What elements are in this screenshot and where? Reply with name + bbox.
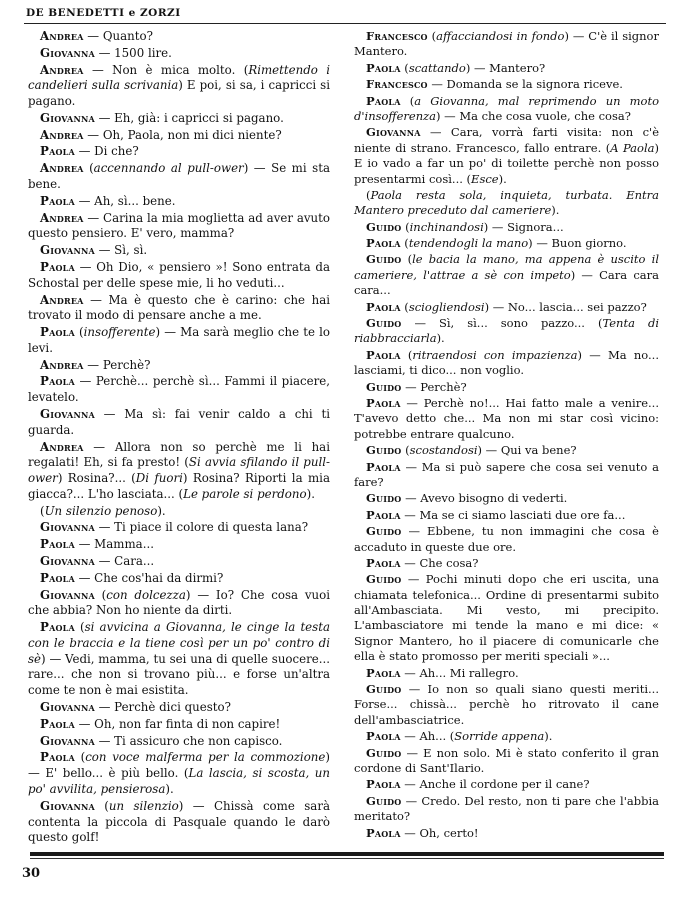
dialogue-text: — Eh, già: i capricci si pagano.	[94, 110, 284, 125]
dialogue-line	[28, 325, 330, 357]
dialogue-text: (	[400, 93, 415, 108]
dialogue-line	[28, 620, 330, 699]
speaker-name: Francesco	[366, 29, 428, 43]
dialogue-text: — Quanto?	[83, 29, 153, 43]
dialogue-line	[28, 46, 330, 62]
dialogue-text: — Ma sì: fai venir caldo a chi ti guarda.	[28, 406, 330, 437]
speaker-name: Paola	[366, 93, 401, 108]
dialogue-text: — Ma è questo che è carino: che hai trovato il modo di pensare anche a me.	[28, 292, 330, 323]
dialogue-text: (	[400, 299, 409, 314]
stage-direction: le bacia la mano, ma appena è uscito il cameriere, l'attrae a sè con impeto	[354, 252, 659, 282]
speaker-name: Paola	[40, 144, 75, 159]
dialogue-text: ).	[306, 486, 315, 501]
dialogue-text: — Oh, Paola, non mi dici niente?	[83, 127, 282, 142]
dialogue-text: ) — Buon giorno.	[528, 236, 627, 251]
speaker-name: Guido	[366, 219, 402, 234]
dialogue-text: (	[401, 443, 410, 458]
speaker-name: Andrea	[40, 62, 84, 77]
dialogue-line	[354, 316, 659, 347]
dialogue-text: (	[94, 798, 109, 813]
dialogue-text: ).	[544, 729, 553, 744]
speaker-name: Guido	[366, 793, 402, 808]
dialogue-text: — Carina la mia moglietta ad aver avuto questo pensiero. E' vero, mamma?	[28, 210, 330, 241]
dialogue-line	[354, 29, 659, 60]
dialogue-text: (	[400, 236, 409, 251]
dialogue-text: ) — Se mi sta bene.	[28, 161, 330, 192]
right-column	[354, 29, 659, 842]
dialogue-text: ) — Ma sarà meglio che te lo levi.	[28, 325, 330, 355]
dialogue-line	[28, 161, 330, 193]
dialogue-text: — Ah, sì... bene.	[74, 193, 176, 208]
dialogue-line	[28, 374, 330, 406]
dialogue-line	[28, 407, 330, 439]
dialogue-text: — Perchè?	[83, 357, 151, 372]
speaker-name: Paola	[40, 193, 75, 208]
dialogue-line	[354, 77, 659, 92]
speaker-name: Paola	[40, 325, 75, 340]
speaker-name: Andrea	[40, 29, 84, 43]
dialogue-text: ) — Signora...	[483, 219, 564, 234]
dialogue-text: — Io non so quali siano questi meriti... Forse... chissà... perchè ho ritrovato il cane dell'ambasciatrice.	[354, 682, 659, 727]
dialogue-line	[28, 554, 330, 570]
speaker-name: Giovanna	[40, 243, 95, 258]
dialogue-text: — Che cos'hai da dirmi?	[74, 570, 224, 585]
dialogue-text: — Perchè no!... Hai fatto male a venire... T'avevo detto che... Ma non mi star così vicino: potrebbe entrare qualcuno.	[354, 395, 659, 441]
dialogue-line	[28, 128, 330, 144]
dialogue-text: (	[401, 252, 413, 267]
speaker-name: Paola	[366, 60, 401, 75]
dialogue-line	[28, 520, 330, 536]
dialogue-text: ) Rosina?... (	[57, 471, 136, 486]
dialogue-text: — Non è mica molto. (	[83, 62, 249, 77]
speaker-name: Paola	[40, 570, 75, 585]
dialogue-text: ) — Ma che cosa vuole, che cosa?	[436, 108, 631, 123]
dialogue-text: — Ti assicuro che non capisco.	[94, 733, 283, 748]
dialogue-text: ).	[551, 203, 560, 218]
dialogue-text: — Sì, sì... sono pazzo... (	[401, 316, 603, 331]
dialogue-text: — Oh, non far finta di non capire!	[74, 716, 281, 731]
speaker-name: Paola	[40, 259, 75, 274]
speaker-name: Paola	[366, 299, 401, 314]
stage-direction: affacciandosi in fondo	[436, 29, 565, 43]
dialogue-text: — Ma se ci siamo lasciati due ore fa...	[400, 507, 626, 522]
stage-direction: Sorride appena	[454, 729, 545, 744]
dialogue-text: — Ebbene, tu non immagini che cosa è accaduto in queste due ore.	[354, 524, 659, 554]
speaker-name: Paola	[366, 777, 401, 792]
speaker-name: Paola	[366, 347, 401, 362]
dialogue-text: — Oh Dio, « pensiero »! Sono entrata da Schostal per delle spese mie, li ho veduti...	[28, 259, 330, 290]
dialogue-text: ) E poi, si sa, i capricci si pagano.	[28, 78, 330, 109]
stage-direction: ritraendosi con impazienza	[412, 347, 578, 362]
stage-direction: Le parole si perdono	[183, 486, 307, 501]
dialogue-line	[28, 63, 330, 110]
dialogue-line	[28, 358, 330, 374]
dialogue-line	[354, 300, 659, 315]
stage-direction: con dolcezza	[106, 587, 186, 602]
dialogue-line	[354, 524, 659, 555]
speaker-name: Giovanna	[40, 798, 95, 813]
dialogue-text: — Pochi minuti dopo che eri uscita, una chiamata telefonica... Ordine di presentarmi subito all'Ambasciata. Mi vesto, mi precipito. L'ambasciatore mi tende la mano e mi dice: « Signor Mantero, ho il piacere di comunicarle che ella è stato promosso per meriti speciali »...	[354, 572, 659, 664]
dialogue-text: (	[427, 29, 437, 43]
dialogue-text: ) — Ma no... lasciami, ti dico... non voglio.	[354, 347, 659, 378]
speaker-name: Giovanna	[40, 700, 95, 715]
stage-direction: si avvicina a Giovanna, le cinge la testa con le braccia e la tiene così per un po' contro di sè	[28, 620, 330, 666]
dialogue-line	[354, 252, 659, 298]
dialogue-line	[28, 211, 330, 243]
speaker-name: Paola	[40, 374, 75, 389]
speaker-name: Guido	[366, 252, 402, 267]
dialogue-line	[354, 396, 659, 442]
speaker-name: Andrea	[40, 127, 84, 142]
dialogue-line	[28, 440, 330, 503]
speaker-name: Guido	[366, 491, 402, 506]
stage-direction: Tenta di riabbracciarla	[354, 316, 659, 346]
dialogue-text: ) — Chissà come sarà contenta la piccola di Pasquale quando le darò questo golf!	[28, 798, 331, 845]
dialogue-line	[354, 794, 659, 825]
dialogue-line	[354, 61, 659, 76]
left-column	[28, 29, 330, 847]
speaker-name: Guido	[366, 443, 402, 458]
dialogue-text: — Domanda se la signora riceve.	[427, 77, 623, 92]
speaker-name: Giovanna	[40, 554, 95, 568]
dialogue-line	[354, 746, 659, 777]
header-rule	[24, 23, 666, 24]
dialogue-line	[28, 144, 330, 160]
dialogue-line	[28, 194, 330, 210]
dialogue-text: ) E io vado a far un po' di toilette perchè non posso presentarmi così... (	[354, 140, 659, 186]
dialogue-text: ) — Vedi, mamma, tu sei una di quelle suocere... rare... che non si trovano più... e forse un'altra come te non è mai esistita.	[28, 651, 330, 698]
dialogue-text: — Anche il cordone per il cane?	[400, 777, 590, 792]
dialogue-line	[354, 491, 659, 506]
speaker-name: Paola	[366, 555, 401, 570]
stage-direction: a Giovanna, mal reprimendo un moto d'insofferenza	[354, 93, 659, 123]
speaker-name: Guido	[366, 745, 402, 760]
dialogue-text: — Di che?	[74, 144, 139, 159]
dialogue-line	[354, 236, 659, 251]
speaker-name: Guido	[366, 316, 402, 331]
dialogue-text: — Ah... (	[400, 729, 455, 744]
dialogue-text: ) — Cara cara cara...	[354, 267, 659, 298]
dialogue-line	[28, 111, 330, 127]
speaker-name: Giovanna	[40, 110, 95, 125]
dialogue-text: — E non solo. Mi è stato conferito il gran cordone di Sant'Ilario.	[354, 745, 659, 775]
dialogue-text: — Che cosa?	[400, 555, 479, 570]
stage-direction: La lascia, si scosta, un po' avvilita, pensierosa	[28, 766, 330, 796]
stage-direction: A Paola	[610, 140, 655, 155]
stage-direction: scostandosi	[409, 443, 478, 458]
speaker-name: Giovanna	[40, 406, 95, 421]
dialogue-text: — Avevo bisogno di vederti.	[401, 491, 568, 506]
dialogue-line	[28, 243, 330, 259]
speaker-name: Andrea	[40, 357, 84, 372]
dialogue-text: ).	[498, 171, 507, 186]
dialogue-text: — Perchè dici questo?	[94, 700, 231, 715]
dialogue-text: — Credo. Del resto, non ti pare che l'abbia meritato?	[354, 793, 659, 824]
dialogue-line	[354, 460, 659, 491]
dialogue-line	[354, 125, 659, 187]
speaker-name: Andrea	[40, 161, 84, 176]
dialogue-line	[28, 799, 330, 846]
dialogue-line	[28, 588, 330, 620]
footer-rule-thick	[30, 852, 664, 856]
dialogue-line	[354, 188, 659, 219]
stage-direction: Rimettendo i candelieri sulla scrivania	[28, 62, 331, 93]
dialogue-line	[354, 666, 659, 681]
stage-direction: tendendogli la mano	[408, 236, 529, 251]
dialogue-line	[28, 293, 330, 325]
dialogue-text: ) — Io? Che cosa vuoi che abbia? Non ho niente da dirti.	[28, 587, 330, 618]
dialogue-text: ) — E' bello... è più bello. (	[28, 750, 330, 781]
footer-rule-thin	[30, 858, 664, 859]
stage-direction: Paola resta sola, inquieta, turbata. Entra Mantero preceduto dal cameriere	[354, 187, 659, 218]
speaker-name: Paola	[366, 665, 401, 680]
speaker-name: Guido	[366, 572, 402, 587]
speaker-name: Giovanna	[40, 520, 95, 535]
stage-direction: scattando	[408, 60, 466, 75]
dialogue-line	[28, 750, 330, 797]
dialogue-line	[354, 94, 659, 125]
speaker-name: Paola	[366, 236, 401, 251]
dialogue-line	[354, 443, 659, 458]
dialogue-text: (	[400, 60, 409, 75]
dialogue-text: — 1500 lire.	[94, 45, 172, 60]
running-title: DE BENEDETTI e ZORZI	[26, 7, 181, 19]
dialogue-text: (	[401, 219, 410, 234]
dialogue-text: — Allora non so perchè me li hai regalati! Eh, si fa presto! (	[28, 439, 330, 470]
speaker-name: Paola	[40, 716, 75, 731]
dialogue-line	[28, 717, 330, 733]
dialogue-text: ).	[157, 503, 166, 518]
dialogue-line	[354, 826, 659, 841]
dialogue-line	[28, 260, 330, 292]
dialogue-line	[28, 571, 330, 587]
dialogue-text: (	[74, 325, 84, 340]
dialogue-text: — Cara...	[94, 554, 155, 568]
dialogue-text: — Ma si può sapere che cosa sei venuto a fare?	[354, 459, 659, 489]
dialogue-line	[354, 572, 659, 664]
dialogue-line	[28, 29, 330, 45]
speaker-name: Paola	[40, 537, 75, 552]
speaker-name: Giovanna	[40, 45, 95, 60]
stage-direction: sciogliendosi	[408, 299, 485, 314]
dialogue-line	[354, 682, 659, 728]
speaker-name: Giovanna	[40, 733, 95, 748]
dialogue-line	[354, 777, 659, 792]
page-number: 30	[22, 866, 41, 881]
speaker-name: Paola	[366, 729, 401, 744]
speaker-name: Paola	[366, 395, 401, 410]
speaker-name: Guido	[366, 379, 402, 394]
dialogue-text: ) — Qui va bene?	[477, 443, 577, 458]
dialogue-line	[28, 504, 330, 520]
speaker-name: Guido	[366, 682, 402, 697]
dialogue-line	[354, 348, 659, 379]
dialogue-text: (	[74, 620, 85, 635]
dialogue-line	[354, 380, 659, 395]
dialogue-text: — Mamma...	[74, 537, 154, 552]
dialogue-text: — Ah... Mi rallegro.	[400, 665, 519, 680]
dialogue-text: — Perchè... perchè sì... Fammi il piacere, levatelo.	[28, 374, 330, 405]
dialogue-line	[354, 729, 659, 744]
dialogue-text: — Cara, vorrà farti visita: non c'è niente di strano. Francesco, fallo entrare. (	[354, 125, 659, 155]
speaker-name: Paola	[40, 750, 75, 765]
dialogue-line	[28, 734, 330, 750]
stage-direction: Di fuori	[135, 471, 183, 486]
speaker-name: Giovanna	[40, 587, 95, 602]
stage-direction: accennando al pull-ower	[93, 161, 244, 176]
running-header	[24, 6, 666, 24]
speaker-name: Giovanna	[366, 125, 421, 140]
dialogue-text: — Ti piace il colore di questa lana?	[94, 520, 309, 535]
dialogue-line	[354, 220, 659, 235]
dialogue-text: ) Rosina? Riporti la mia giacca?... L'ho lasciata... (	[28, 471, 330, 501]
speaker-name: Paola	[366, 507, 401, 522]
dialogue-text: (	[400, 347, 413, 362]
stage-direction: Esce	[471, 171, 499, 186]
stage-direction: con voce malferma per la commozione	[85, 750, 326, 765]
dialogue-text: ).	[436, 331, 445, 346]
dialogue-text: (	[94, 587, 107, 602]
dialogue-text: (	[40, 503, 45, 518]
speaker-name: Andrea	[40, 292, 84, 307]
dialogue-line	[28, 700, 330, 716]
dialogue-text: ) — C'è il signor Mantero.	[354, 29, 659, 59]
dialogue-text: — Sì, sì.	[94, 243, 148, 258]
stage-direction: Un silenzio penoso	[44, 503, 158, 518]
dialogue-text: ) — Mantero?	[465, 60, 546, 75]
speaker-name: Francesco	[366, 77, 428, 92]
dialogue-text: — Perchè?	[401, 379, 467, 394]
speaker-name: Andrea	[40, 439, 84, 454]
dialogue-text: (	[83, 161, 94, 176]
speaker-name: Guido	[366, 524, 402, 539]
stage-direction: insofferente	[83, 325, 156, 340]
stage-direction: inchinandosi	[409, 219, 484, 234]
dialogue-line	[354, 508, 659, 523]
dialogue-line	[28, 537, 330, 553]
speaker-name: Andrea	[40, 210, 84, 225]
dialogue-line	[354, 556, 659, 571]
speaker-name: Paola	[40, 620, 75, 635]
stage-direction: un silenzio	[108, 798, 179, 813]
dialogue-text: (	[366, 187, 371, 202]
dialogue-text: (	[74, 750, 86, 765]
dialogue-text: ) — No... lascia... sei pazzo?	[484, 299, 647, 314]
dialogue-text: ).	[165, 781, 174, 796]
stage-direction: Si avvia sfilando il pull-ower	[28, 455, 330, 486]
speaker-name: Paola	[366, 825, 401, 840]
speaker-name: Paola	[366, 459, 401, 474]
dialogue-text: — Oh, certo!	[400, 825, 479, 840]
